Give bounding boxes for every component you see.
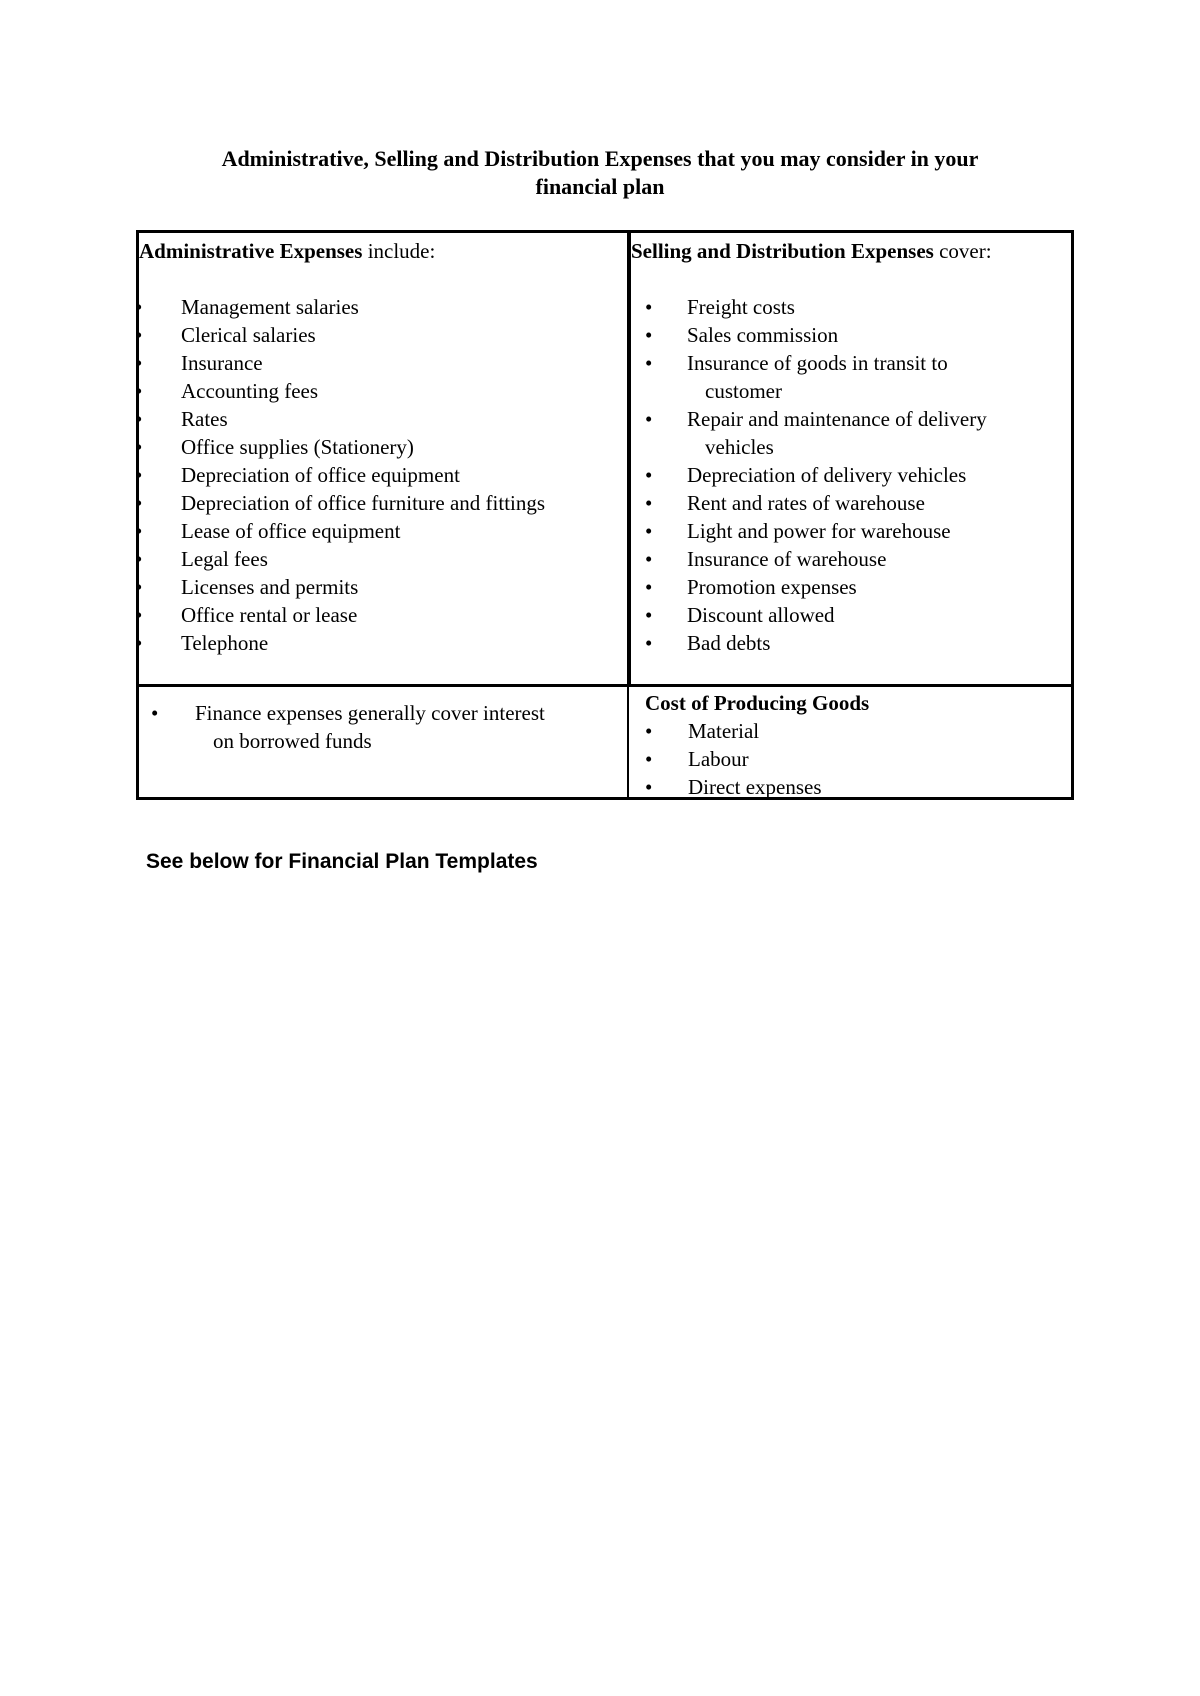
list-item: • Rates [135, 407, 228, 431]
bullet-icon: • [135, 379, 143, 403]
list-item: • Accounting fees [135, 379, 319, 403]
list-item: • Telephone [135, 631, 269, 655]
list-item: • Rent and rates of warehouse [645, 491, 925, 515]
list-item: • Depreciation of delivery vehicles [645, 463, 967, 487]
list-item: • Repair and maintenance of delivery vehicles [645, 407, 987, 459]
bullet-icon: • [135, 603, 143, 627]
bullet-icon: • [135, 295, 143, 319]
page-title-line2: financial plan [535, 174, 665, 199]
bullet-icon: • [135, 631, 143, 655]
bullet-icon: • [135, 351, 143, 375]
list-item: • Promotion expenses [645, 575, 857, 599]
bullet-icon: • [135, 323, 143, 347]
bullet-icon: • [645, 747, 653, 771]
list-item: • Insurance of warehouse [645, 547, 887, 571]
bullet-icon: • [135, 463, 143, 487]
bullet-icon: • [135, 491, 143, 515]
table-divider-horizontal [139, 684, 1071, 687]
bullet-icon: • [135, 407, 143, 431]
list-item: • Freight costs [645, 295, 795, 319]
list-item: • Insurance of goods in transit to customer [645, 351, 948, 403]
bullet-icon: • [645, 323, 653, 347]
list-item: • Light and power for warehouse [645, 519, 951, 543]
list-item: • Bad debts [645, 631, 771, 655]
page-title-line1: Administrative, Selling and Distribution Expenses that you may consider in your [221, 146, 979, 171]
list-item: • Material [645, 719, 760, 743]
selling-distribution-heading: Selling and Distribution Expenses cover: [631, 239, 992, 263]
bullet-icon: • [135, 435, 143, 459]
bullet-icon: • [135, 547, 143, 571]
bullet-icon: • [645, 631, 653, 655]
bullet-icon: • [645, 547, 653, 571]
bullet-icon: • [645, 719, 653, 743]
selling-distribution-cell [631, 237, 1067, 657]
selling-distribution-list [631, 293, 1067, 657]
bullet-icon: • [645, 519, 653, 543]
financial-plan-templates-note: See below for Financial Plan Templates [146, 850, 538, 873]
bullet-icon: • [645, 351, 653, 375]
list-item: • Management salaries [135, 295, 359, 319]
admin-expenses-cell [135, 237, 623, 657]
list-item: • Depreciation of office equipment [135, 463, 460, 487]
cost-of-producing-goods-list [633, 717, 1069, 801]
finance-expenses-cell [139, 693, 623, 755]
admin-expenses-list [135, 293, 623, 657]
cost-of-producing-goods-cell [633, 689, 1069, 801]
bullet-icon: • [645, 775, 653, 799]
list-item: • Finance expenses generally cover interest on borrowed funds [151, 701, 545, 753]
bullet-icon: • [645, 295, 653, 319]
bullet-icon: • [135, 575, 143, 599]
bullet-icon: • [151, 701, 159, 725]
bullet-icon: • [135, 519, 143, 543]
list-item: • Insurance [135, 351, 263, 375]
bullet-icon: • [645, 407, 653, 431]
list-item: • Sales commission [645, 323, 839, 347]
bullet-icon: • [645, 491, 653, 515]
finance-expenses-list [139, 699, 623, 755]
list-item: • Clerical salaries [135, 323, 316, 347]
list-item: • Labour [645, 747, 749, 771]
list-item: • Licenses and permits [135, 575, 359, 599]
bullet-icon: • [645, 575, 653, 599]
cost-of-producing-goods-heading: Cost of Producing Goods [645, 691, 870, 715]
list-item: • Depreciation of office furniture and fittings [135, 491, 546, 515]
list-item: • Office supplies (Stationery) [135, 435, 414, 459]
page-title [0, 145, 1200, 201]
list-item: • Discount allowed [645, 603, 835, 627]
list-item: • Office rental or lease [135, 603, 358, 627]
table-divider-vertical-bottom [627, 686, 629, 798]
list-item: • Legal fees [135, 547, 268, 571]
expenses-table [136, 230, 1074, 800]
list-item: • Lease of office equipment [135, 519, 401, 543]
bullet-icon: • [645, 463, 653, 487]
list-item: • Direct expenses [645, 775, 822, 799]
admin-expenses-heading: Administrative Expenses include: [139, 239, 436, 263]
bullet-icon: • [645, 603, 653, 627]
